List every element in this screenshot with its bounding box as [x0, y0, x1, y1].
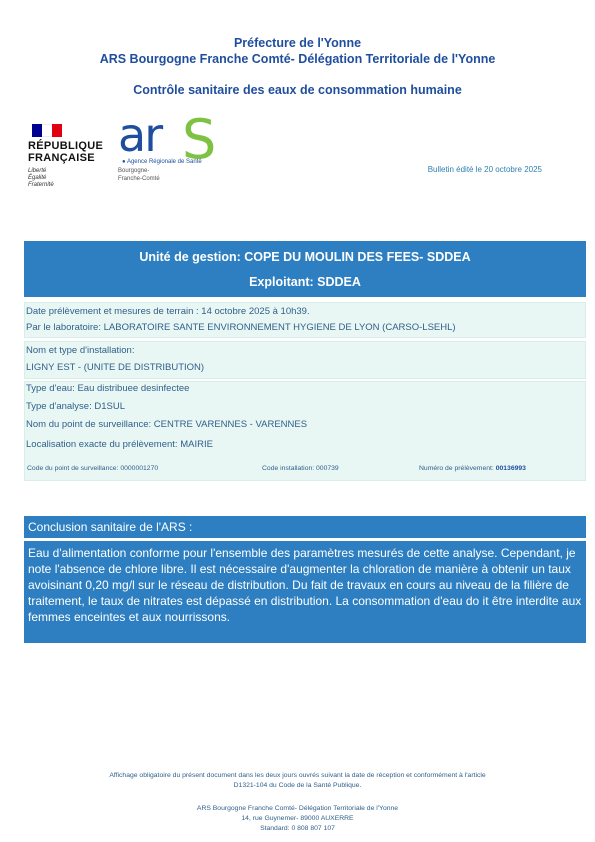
numero-prelevement: Numéro de prélèvement: 00136993: [419, 465, 526, 472]
ars-logo-subtitle: ● Agence Régionale de Santé: [122, 159, 202, 165]
ars-delegation-title: ARS Bourgogne Franche Comté- Délégation Territoriale de l'Yonne: [99, 52, 496, 66]
installation-value: LIGNY EST - (UNITE DE DISTRIBUTION): [26, 362, 205, 373]
unite-de-gestion: Unité de gestion: COPE DU MOULIN DES FEES- SDDEA: [139, 250, 471, 264]
ars-logo-s: S: [182, 108, 217, 171]
type-eau: Type d'eau: Eau distribuee desinfectee: [26, 383, 190, 394]
rf-title: RÉPUBLIQUE FRANÇAISE: [28, 140, 104, 164]
numero-prelevement-value: 00136993: [495, 465, 526, 472]
point-de-surveillance: Nom du point de surveillance: CENTRE VARENNES - VARENNES: [26, 419, 308, 430]
sampling-laboratory: Par le laboratoire: LABORATOIRE SANTE ENVIRONNEMENT HYGIENE DE LYON (CARSO-LSEHL): [26, 322, 456, 333]
code-point-surveillance: Code du point de surveillance: 0000001270: [27, 465, 159, 472]
conclusion-body: [24, 541, 586, 643]
rf-motto: Liberté Égalité Fraternité: [28, 168, 54, 188]
conclusion-header: [24, 516, 586, 538]
exploitant: Exploitant: SDDEA: [249, 275, 361, 289]
bulletin-date: Bulletin édité le 20 octobre 2025: [427, 165, 542, 174]
flag-icon: [32, 124, 62, 137]
footer-address: ARS Bourgogne Franche Comté- Délégation Territoriale de l'Yonne 14, rue Guynemer- 89000 AUXERRE Standard: 0 808 807 107: [196, 805, 399, 832]
code-installation: Code installation: 000739: [262, 465, 339, 472]
ars-logo: [118, 108, 228, 188]
localisation-prelevement: Localisation exacte du prélèvement: MAIRIE: [26, 439, 213, 450]
type-analyse: Type d'analyse: D1SUL: [26, 401, 125, 412]
ars-logo-word: ar: [118, 108, 162, 162]
unit-banner: [24, 241, 586, 297]
document-subject: Contrôle sanitaire des eaux de consommation humaine: [133, 83, 462, 97]
conclusion-title: Conclusion sanitaire de l'ARS :: [28, 520, 193, 534]
conclusion-text: Eau d'alimentation conforme pour l'ensemble des paramètres mesurés de cette analyse. Cependant, je note l'absence de chlore libre. Il est nécessaire d'augmenter la chloration de manière à obtenir un taux avoisinant 0,20 mg/l sur le réseau de distribution. Du fait de travaux en cours au niveau de la filière de traitement, le taux de nitrates est dépassé en distribution. La consommation d'eau do it être interdite aux femmes enceintes et aux nourrissons.: [28, 546, 582, 624]
ars-logo-region: Bourgogne- Franche-Comté: [118, 168, 160, 182]
republique-francaise-logo: [28, 124, 108, 189]
sampling-date: Date prélèvement et mesures de terrain : 14 octobre 2025 à 10h39.: [26, 306, 310, 317]
display-notice: Affichage obligatoire du présent document dans les deux jours ouvrés suivant la date de réception et conformément à l'article D1321-104 du Code de la Santé Publique.: [109, 772, 486, 789]
prefecture-title: Préfecture de l'Yonne: [233, 36, 362, 50]
installation-label: Nom et type d'installation:: [26, 345, 135, 356]
